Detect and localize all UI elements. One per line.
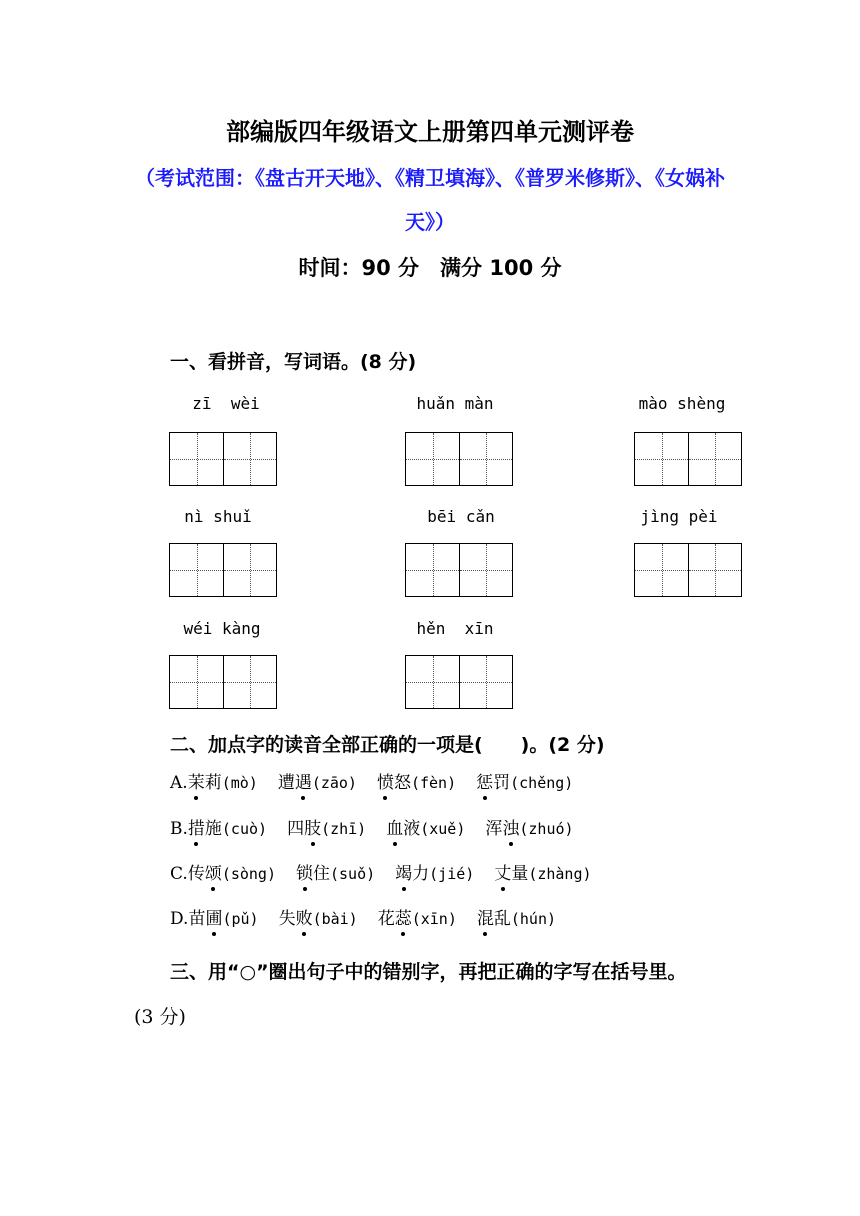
pinyin-label: huǎn màn — [416, 394, 494, 413]
tianzige-grid[interactable] — [405, 432, 513, 486]
choice-option[interactable] — [170, 904, 576, 929]
dotted-char: 锁 — [296, 864, 313, 884]
tianzige-grid[interactable] — [169, 543, 277, 597]
dotted-char: 颂 — [204, 864, 222, 884]
pinyin-reading: (zhī) — [321, 820, 367, 838]
word-item — [477, 904, 556, 929]
dotted-char: 肢 — [304, 819, 322, 839]
word-item — [395, 859, 474, 884]
section3-points: (3 分) — [134, 1006, 186, 1028]
tianzige-grid[interactable] — [169, 655, 277, 709]
section3-heading: 三、用“○”圈出句子中的错别字，再把正确的字写在括号里。 — [170, 961, 687, 983]
word-item — [188, 904, 258, 929]
dotted-char: 丈 — [494, 864, 512, 884]
pinyin-label: hěn xīn — [416, 619, 494, 638]
choice-option[interactable] — [170, 859, 612, 884]
pinyin-reading: (zhuó) — [519, 820, 574, 838]
word-item — [476, 768, 573, 793]
word-char: 四 — [287, 819, 305, 839]
pinyin-reading: (suǒ) — [330, 865, 376, 883]
tianzige-grid[interactable] — [405, 543, 513, 597]
choice-option-label: B. — [170, 819, 188, 839]
page-title: 部编版四年级语文上册第四单元测评卷 — [226, 118, 634, 146]
choice-option-label: C. — [170, 864, 188, 884]
pinyin-reading: (jié) — [429, 865, 475, 883]
word-item — [485, 814, 573, 839]
word-char: 罚 — [493, 773, 511, 793]
word-item — [278, 768, 357, 793]
dotted-char: 蕊 — [394, 909, 412, 929]
dotted-char: 愤 — [376, 773, 394, 793]
word-char: 莉 — [204, 773, 222, 793]
pinyin-reading: (xīn) — [411, 910, 457, 928]
time-info: 时间：90 分 满分 100 分 — [298, 256, 562, 280]
word-item — [287, 814, 366, 839]
choice-option-label: A. — [170, 773, 188, 793]
word-char: 失 — [278, 909, 296, 929]
pinyin-reading: (pǔ) — [222, 910, 259, 928]
dotted-char: 惩 — [476, 773, 494, 793]
pinyin-reading: (chěng) — [510, 774, 574, 792]
word-char: 量 — [511, 864, 529, 884]
word-char: 怒 — [393, 773, 411, 793]
dotted-char: 浊 — [502, 819, 520, 839]
pinyin-label: zī wèi — [192, 394, 260, 413]
pinyin-reading: (mò) — [221, 774, 258, 792]
word-char: 遭 — [277, 773, 295, 793]
word-item — [377, 768, 456, 793]
choice-option-label: D. — [170, 909, 189, 929]
pinyin-reading: (zāo) — [311, 774, 357, 792]
dotted-char: 圃 — [205, 909, 223, 929]
pinyin-reading: (xuě) — [420, 820, 466, 838]
word-item — [378, 904, 457, 929]
word-char: 苗 — [188, 909, 206, 929]
choice-option[interactable] — [170, 768, 593, 793]
tianzige-grid[interactable] — [169, 432, 277, 486]
pinyin-reading: (zhàng) — [528, 865, 592, 883]
word-item — [188, 768, 258, 793]
dotted-char: 措 — [187, 819, 205, 839]
pinyin-label: bēi cǎn — [427, 507, 495, 526]
pinyin-reading: (cuò) — [221, 820, 268, 838]
tianzige-grid[interactable] — [634, 543, 742, 597]
pinyin-label: nì shuǐ — [184, 507, 252, 526]
exam-scope: （考试范围：《盘古开天地》、《精卫填海》、《普罗米修斯》、《女娲补天》） — [135, 166, 725, 234]
pinyin-reading: (fèn) — [410, 774, 457, 792]
pinyin-reading: (bài) — [312, 910, 358, 928]
word-item — [296, 859, 375, 884]
word-char: 传 — [187, 864, 205, 884]
word-item — [188, 814, 267, 839]
word-char: 液 — [403, 819, 421, 839]
pinyin-reading: (hún) — [510, 910, 557, 928]
dotted-char: 混 — [476, 909, 494, 929]
dotted-char: 竭 — [395, 864, 413, 884]
word-char: 力 — [412, 864, 430, 884]
section1-heading: 一、看拼音，写词语。(8 分) — [170, 351, 417, 373]
tianzige-grid[interactable] — [405, 655, 513, 709]
choice-option[interactable] — [170, 814, 594, 839]
tianzige-grid[interactable] — [634, 432, 742, 486]
dotted-char: 血 — [386, 819, 404, 839]
word-item — [279, 904, 358, 929]
pinyin-label: mào shèng — [638, 394, 726, 413]
pinyin-label: wéi kàng — [183, 619, 261, 638]
word-char: 住 — [313, 864, 330, 884]
dotted-char: 茉 — [187, 773, 205, 793]
dotted-char: 遇 — [294, 773, 312, 793]
word-char: 乱 — [493, 909, 511, 929]
word-item — [386, 814, 465, 839]
dotted-char: 败 — [295, 909, 313, 929]
word-char: 施 — [204, 819, 222, 839]
word-item — [188, 859, 276, 884]
word-char: 浑 — [485, 819, 503, 839]
pinyin-reading: (sòng) — [221, 865, 276, 883]
section2-heading: 二、加点字的读音全部正确的一项是( )。(2 分) — [170, 734, 605, 756]
word-char: 花 — [377, 909, 395, 929]
pinyin-label: jìng pèi — [640, 507, 718, 526]
word-item — [494, 859, 591, 884]
